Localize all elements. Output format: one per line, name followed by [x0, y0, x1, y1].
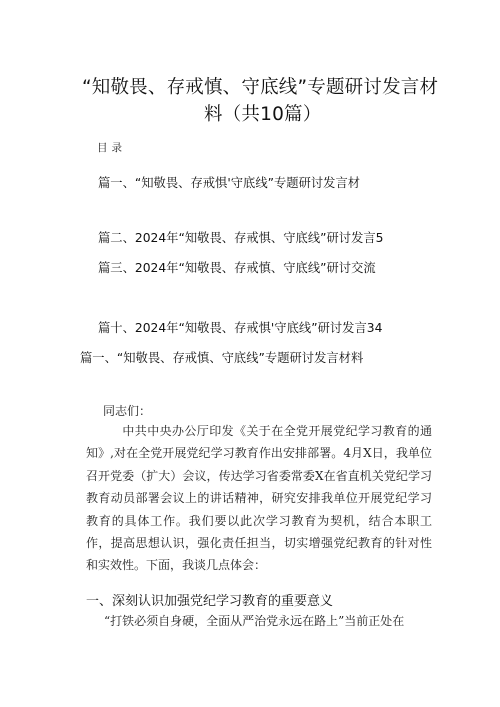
body-paragraph: [86, 420, 432, 577]
toc-entry[interactable]: 篇三、2024年“知敬畏、存戒慎、守底线”研讨交流: [98, 261, 376, 275]
document-title-line-2: 料（共10篇）: [204, 104, 322, 125]
paragraph-text: 中共中央办公厅印发《关于在全党开展党纪学习教育的通知》,对在全党开展党纪学习教育作出安排部署。4月X日，我单位召开党委（扩大）会议，传达学习省委常委X在省直机关党纪学习教育动员部署会议上的讲话精神，研究安排我单位开展党纪学习教育的具体工作。我们要以此次学习教育为契机，结合本职工作，提高思想认识，强化责任担当，切实增强党纪教育的针对性和实效性。下面，我谈几点体会：: [86, 424, 432, 573]
paragraph-start: “打铁必须自身硬，全面从严治党永远在路上”当前正处在: [104, 614, 405, 628]
toc-entry[interactable]: 篇十、2024年“知敬畏、存戒惧'守底线”研讨发言34: [98, 321, 383, 335]
document-title-line-1: “知敬畏、存戒慎、守底线”专题研讨发言材: [82, 77, 439, 98]
section-heading: 一、深刻认识加强党纪学习教育的重要意义: [86, 594, 334, 609]
toc-entry[interactable]: 篇一、“知敬畏、存戒惧'守底线”专题研讨发言材: [98, 176, 361, 190]
toc-entry[interactable]: 篇二、2024年“知敬畏、存戒惧、守底线”研讨发言5: [98, 231, 384, 245]
toc-heading: 目录: [97, 142, 126, 154]
article-title: 篇一、“知敬畏、存戒慎、守底线”专题研讨发言材料: [80, 351, 364, 365]
salutation: 同志们：: [103, 404, 152, 418]
